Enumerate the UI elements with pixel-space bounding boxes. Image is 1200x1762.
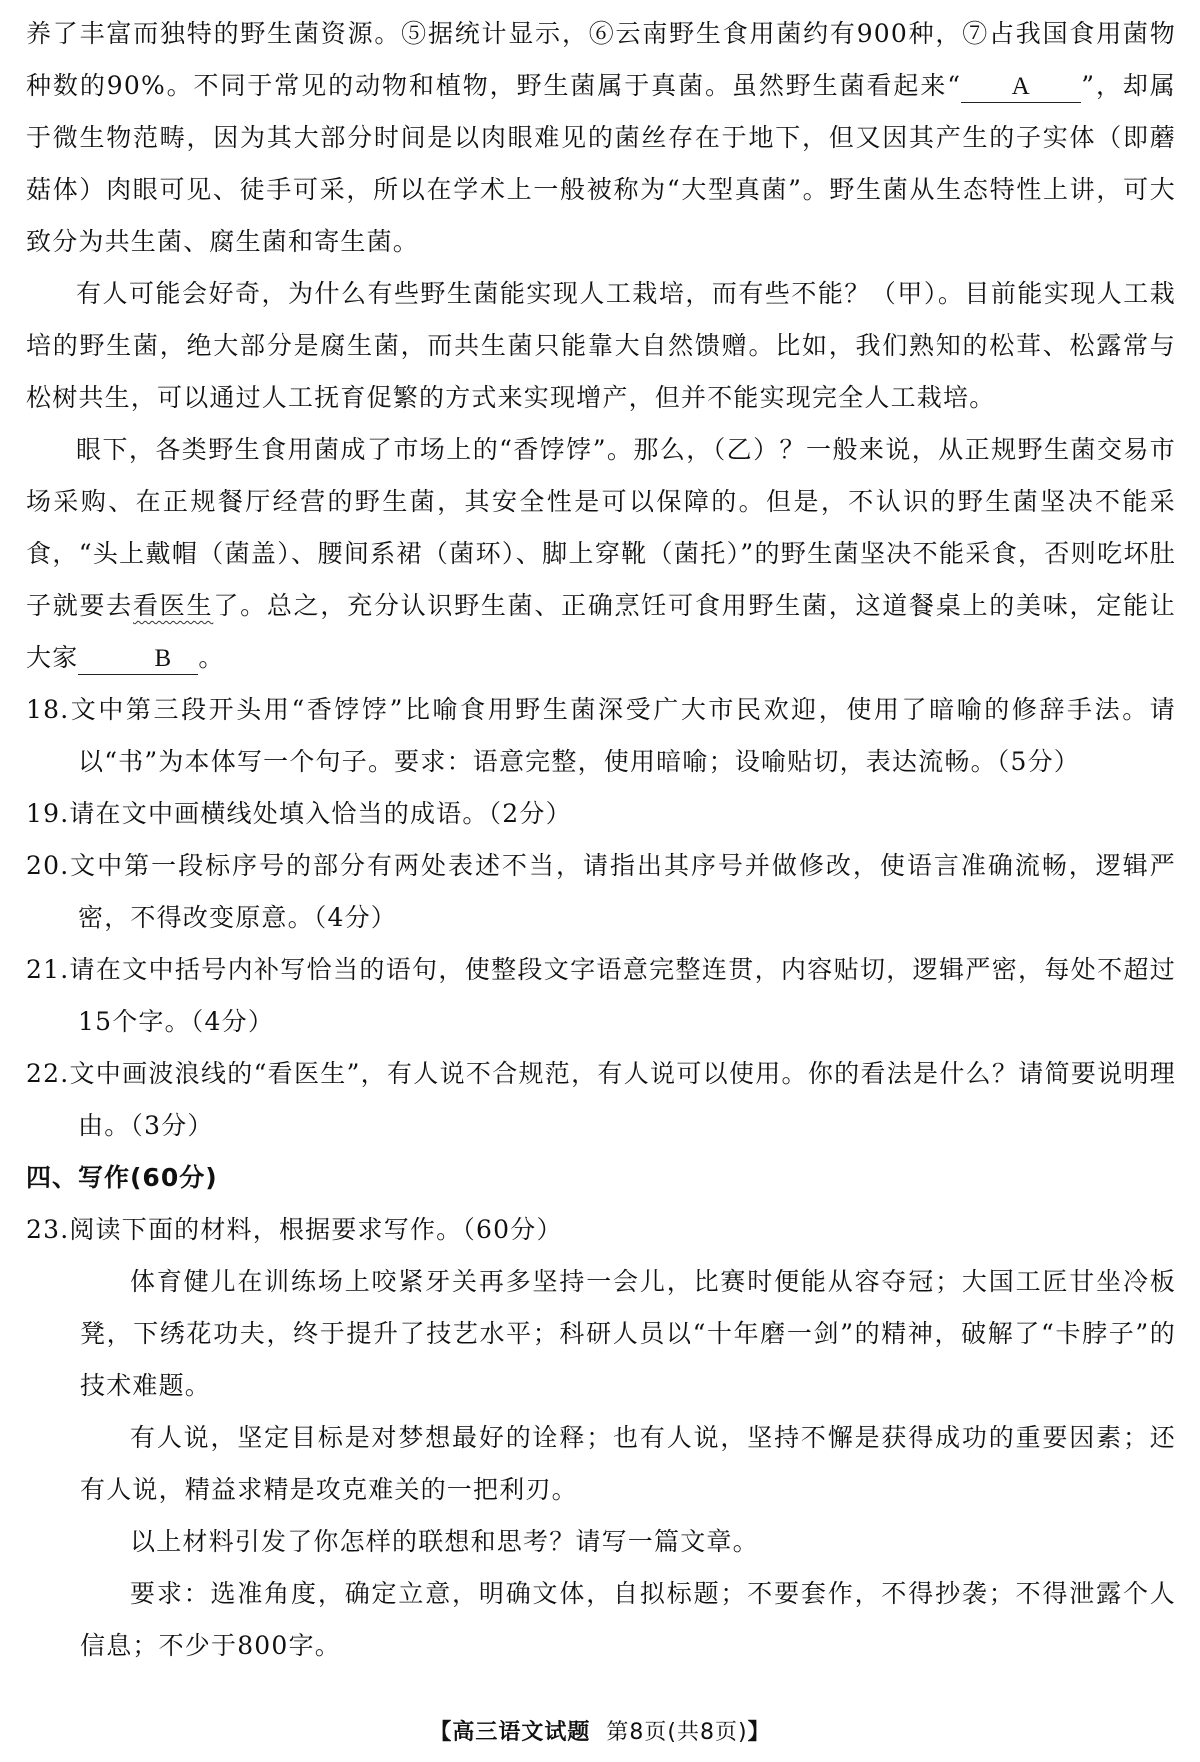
question-22 (26, 1048, 1176, 1152)
passage-paragraph-3 (26, 424, 1176, 684)
question-text: 阅读下面的材料，根据要求写作。（60分） (69, 1215, 563, 1244)
question-text: 请在文中括号内补写恰当的语句，使整段文字语意完整连贯，内容贴切，逻辑严密，每处不超过15个字。（4分） (69, 955, 1176, 1036)
question-text: 文中第三段开头用“香饽饽”比喻食用野生菌深受广大市民欢迎，使用了暗喻的修辞手法。请以“书”为本体写一个句子。要求：语意完整，使用暗喻；设喻贴切，表达流畅。（5分） (69, 695, 1176, 776)
paragraph-text: 了。总之，充分认识野生菌、正确烹饪可食用野生菌，这道餐桌上的美味，定能让大家 (26, 591, 1176, 672)
footer-title: 高三语文试题 (452, 1720, 591, 1745)
question-number: 20. (26, 851, 70, 880)
blank-b: B (78, 644, 198, 675)
question-text: 请在文中画横线处填入恰当的成语。（2分） (69, 799, 572, 828)
question-number: 22. (26, 1059, 70, 1088)
paragraph-text: 。 (198, 643, 225, 672)
question-19 (26, 788, 1176, 840)
question-number: 21. (26, 955, 70, 984)
paragraph-text: ”，却属于微生物范畴，因为其大部分时间是以肉眼难见的菌丝存在于地下，但又因其产生的子实体（即蘑菇体）肉眼可见、徒手可采，所以在学术上一般被称为“大型真菌”。野生菌从生态特性上讲，可大致分为共生菌、腐生菌和寄生菌。 (26, 71, 1176, 256)
paragraph-text: 眼下，各类野生食用菌成了市场上的“香饽饽”。那么，（乙）？一般来说，从正规野生菌交易市场采购、在正规餐厅经营的野生菌，其安全性是可以保障的。但是，不认识的野生菌坚决不能采食，“头上戴帽（菌盖）、腰间系裙（菌环）、脚上穿靴（菌托）”的野生菌坚决不能采食，否则吃坏肚子就要去 (26, 435, 1176, 620)
footer-bracket-right: 】 (747, 1720, 771, 1745)
passage-paragraph-1 (26, 8, 1176, 268)
question-20 (26, 840, 1176, 944)
material-paragraph-3: 以上材料引发了你怎样的联想和思考？请写一篇文章。 (130, 1527, 759, 1556)
page-footer (0, 1715, 1200, 1746)
question-number: 18. (26, 695, 70, 724)
material-requirements: 要求：选准角度，确定立意，明确文体，自拟标题；不要套作，不得抄袭；不得泄露个人信息；不少于800字。 (80, 1579, 1176, 1660)
section-heading-writing: 四、写作(60分) (26, 1163, 218, 1192)
question-number: 19. (26, 799, 70, 828)
footer-page-info: 第8页(共8页) (606, 1720, 748, 1745)
question-23 (26, 1204, 1176, 1256)
question-text: 文中第一段标序号的部分有两处表述不当，请指出其序号并做修改，使语言准确流畅，逻辑严密，不得改变原意。（4分） (69, 851, 1176, 932)
paragraph-text: 养了丰富而独特的野生菌资源。⑤据统计显示，⑥云南野生食用菌约有900种，⑦占我国食用菌物种数的90%。不同于常见的动物和植物，野生菌属于真菌。虽然野生菌看起来“ (26, 19, 1176, 100)
footer-bracket-left: 【 (429, 1720, 453, 1745)
material-paragraph-2: 有人说，坚定目标是对梦想最好的诠释；也有人说，坚持不懈是获得成功的重要因素；还有人说，精益求精是攻克难关的一把利刃。 (80, 1423, 1176, 1504)
material-paragraph-1: 体育健儿在训练场上咬紧牙关再多坚持一会儿，比赛时便能从容夺冠；大国工匠甘坐冷板凳，下绣花功夫，终于提升了技艺水平；科研人员以“十年磨一剑”的精神，破解了“卡脖子”的技术难题。 (80, 1267, 1176, 1400)
blank-a: A (961, 72, 1081, 103)
exam-page (26, 8, 1176, 1672)
question-number: 23. (26, 1215, 70, 1244)
question-18 (26, 684, 1176, 788)
writing-material (26, 1256, 1176, 1672)
question-text: 文中画波浪线的“看医生”，有人说不合规范，有人说可以使用。你的看法是什么？请简要说明理由。（3分） (69, 1059, 1176, 1140)
wavy-underlined-phrase: 看医生 (133, 591, 214, 620)
question-21 (26, 944, 1176, 1048)
passage-paragraph-2: 有人可能会好奇，为什么有些野生菌能实现人工栽培，而有些不能？（甲）。目前能实现人工栽培的野生菌，绝大部分是腐生菌，而共生菌只能靠大自然馈赠。比如，我们熟知的松茸、松露常与松树共生，可以通过人工抚育促繁的方式来实现增产，但并不能实现完全人工栽培。 (26, 279, 1176, 412)
